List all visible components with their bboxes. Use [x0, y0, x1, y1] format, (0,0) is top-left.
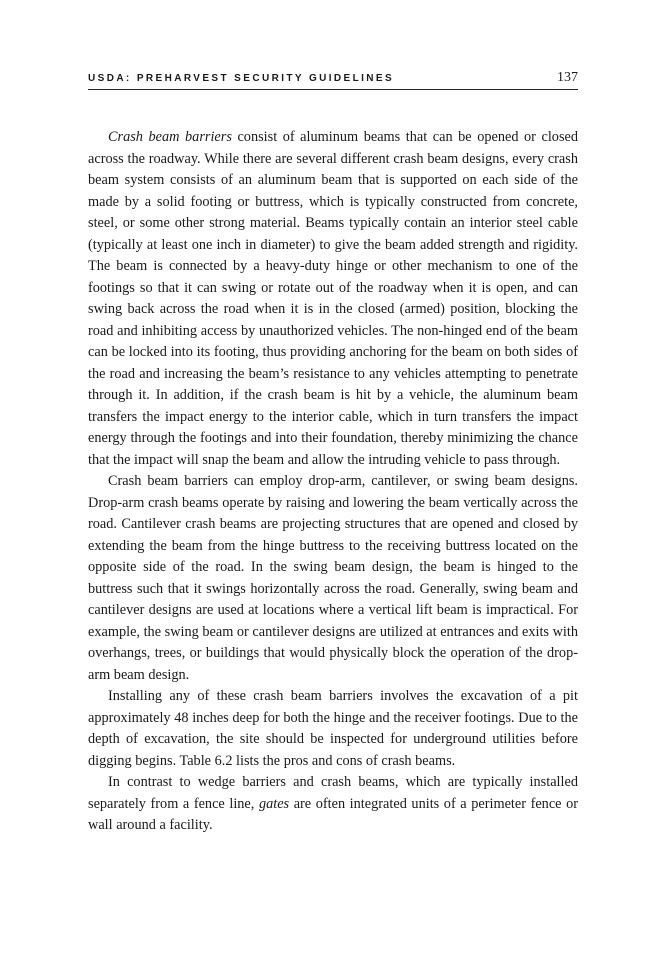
body-text — [88, 127, 578, 837]
page-number: 137 — [557, 70, 578, 85]
paragraph-beam-designs: Crash beam barriers can employ drop-arm, cantilever, or swing beam designs. Drop-arm crash beams operate by raising and lowering the beam vertically across the road. Cantilever crash beams are projecting structures that are opened and closed by extending the beam from the hinge buttress to the receiving buttress located on the opposite side of the road. In the swing beam design, the beam is hinged to the buttress such that it swings horizontally across the road. Generally, swing beam and cantilever designs are used at locations where a vertical lift beam is impractical. For example, the swing beam or cantilever designs are utilized at entrances and exits with overhangs, trees, or buildings that would physically block the operation of the drop-arm beam design. — [88, 473, 578, 683]
term-gates: gates — [258, 795, 290, 812]
running-header — [88, 70, 578, 90]
running-head-title: USDA: PREHARVEST SECURITY GUIDELINES — [88, 73, 395, 84]
paragraph-installation: Installing any of these crash beam barriers involves the excavation of a pit approximately 48 inches deep for both the hinge and the receiver footings. Due to the depth of excavation, the site should be inspected for underground utilities before digging begins. Table 6.2 lists the pros and cons of crash beams. — [88, 688, 578, 769]
paragraph-text: In contrast to wedge barriers and crash beams, which are typically installed separately from a fence line, — [88, 774, 578, 812]
paragraph-text: consist of aluminum beams that can be opened or closed across the roadway. While there are several different crash beam designs, every crash beam system consists of an aluminum beam that is supported on each side of the made by a solid footing or buttress, which is typically constructed from concrete, steel, or some other strong material. Beams typically contain an interior steel cable (typically at least one inch in diameter) to give the beam added strength and rigidity. The beam is connected by a heavy-duty hinge or other mechanism to one of the footings so that it can swing or rotate out of the roadway when it is open, and can swing back across the road when it is in the closed (armed) position, blocking the road and inhibiting access by unauthorized vehicles. The non-hinged end of the beam can be locked into its footing, thus providing anchoring for the beam on both sides of the road and increasing the beam’s resistance to any vehicles attempting to penetrate through it. In addition, if the crash beam is hit by a vehicle, the aluminum beam transfers the impact energy to the interior cable, which in turn transfers the impact energy through the footings and into their foundation, thereby minimizing the chance that the impact will snap the beam and allow the intruding vehicle to pass through. — [88, 129, 579, 468]
paragraph-text: are often integrated units of a perimeter fence or wall around a facility. — [88, 795, 578, 833]
paragraph-gates-intro — [88, 772, 578, 837]
term-crash-beam-barriers: Crash beam barriers — [108, 129, 232, 145]
paragraph-crash-beam-intro — [88, 127, 578, 471]
